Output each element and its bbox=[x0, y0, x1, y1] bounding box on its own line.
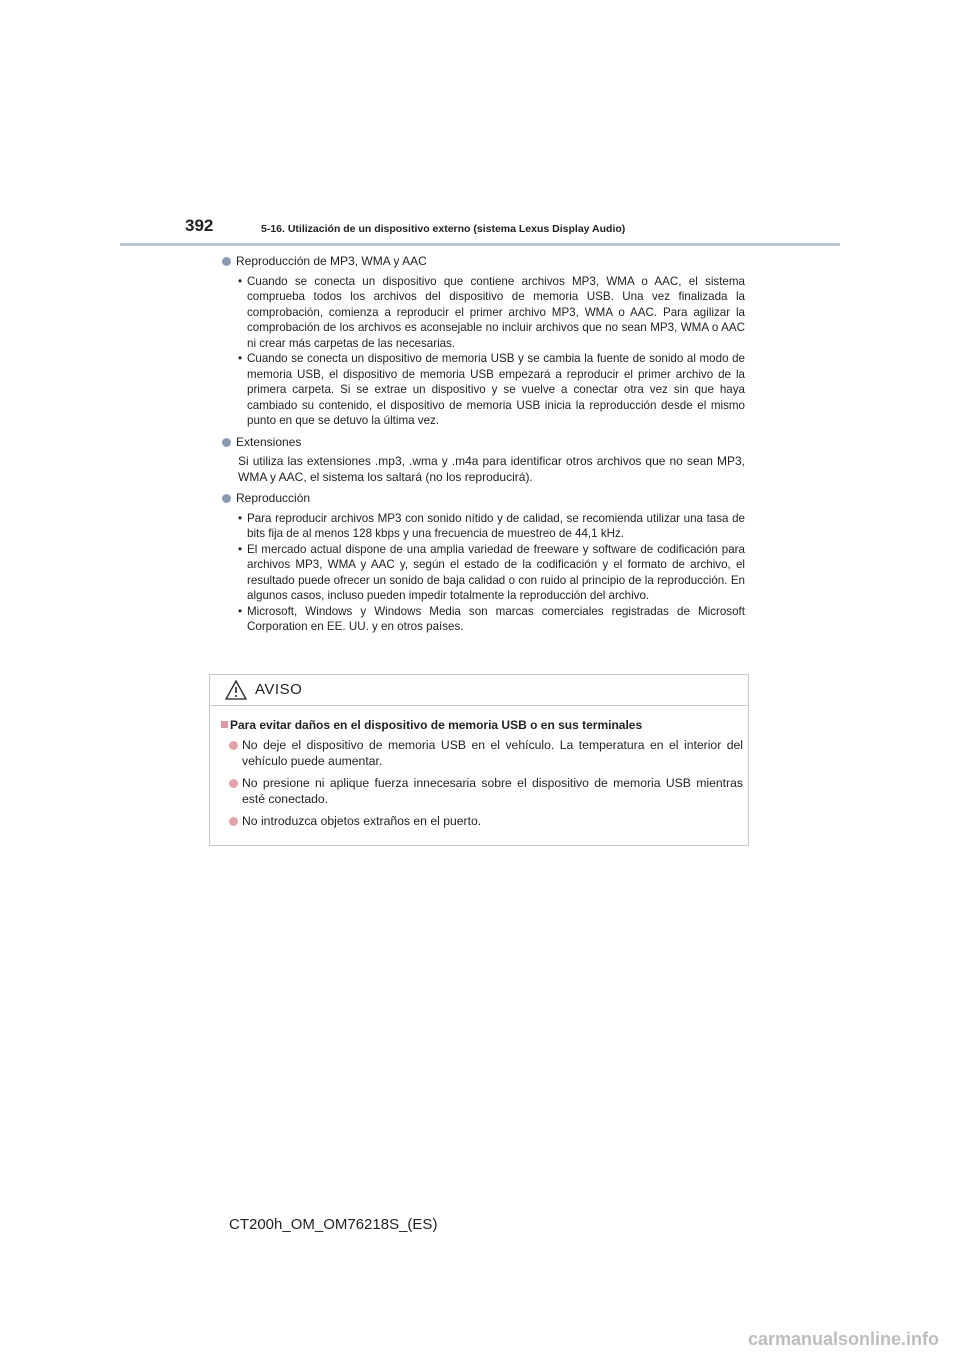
list-item: • Microsoft, Windows y Windows Media son marcas comerciales registradas de Microsoft Corporation en EE. UU. y en otros países. bbox=[238, 604, 745, 633]
warning-item: No deje el dispositivo de memoria USB en el vehículo. La temperatura en el interior del vehículo puede aumentar. bbox=[221, 737, 743, 769]
warning-dot-icon bbox=[229, 741, 238, 750]
section-heading: Extensiones bbox=[222, 435, 745, 451]
list-item: • Para reproducir archivos MP3 con sonido nítido y de calidad, se recomienda utilizar una tasa de bits fija de al menos 128 kbps y una frecuencia de muestreo de 44,1 kHz. bbox=[238, 511, 745, 540]
warning-heading: Para evitar daños en el dispositivo de memoria USB o en sus terminales bbox=[221, 717, 743, 733]
bullet-dot-icon bbox=[222, 257, 231, 266]
section-extensions bbox=[222, 435, 745, 486]
warning-box bbox=[209, 674, 749, 846]
main-content bbox=[222, 254, 745, 641]
warning-dot-icon bbox=[229, 779, 238, 788]
section-title: 5-16. Utilización de un dispositivo externo (sistema Lexus Display Audio) bbox=[261, 223, 626, 235]
section-playback bbox=[222, 491, 745, 635]
warning-dot-icon bbox=[229, 817, 238, 826]
page-header bbox=[185, 216, 785, 242]
watermark: carmanualsonline.info bbox=[748, 1329, 940, 1349]
document-code: CT200h_OM_OM76218S_(ES) bbox=[229, 1216, 438, 1233]
list-item: • El mercado actual dispone de una amplia variedad de freeware y software de codificación para archivos MP3, WMA y AAC y, según el estado de la codificación y el formato de archivo, el resultado puede ofrecer un sonido de baja calidad o con ruido al principio de la reproducción. En algunos casos, incluso pueden impedir totalmente la reproducción del archivo. bbox=[238, 542, 745, 602]
section-mp3-playback bbox=[222, 254, 745, 429]
warning-item: No presione ni aplique fuerza innecesaria sobre el dispositivo de memoria USB mientras esté conectado. bbox=[221, 775, 743, 807]
warning-title: AVISO bbox=[255, 681, 303, 698]
warning-triangle-icon bbox=[225, 680, 247, 700]
warning-body bbox=[221, 717, 743, 835]
bullet-dot-icon bbox=[222, 494, 231, 503]
warning-item: No introduzca objetos extraños en el puerto. bbox=[221, 813, 743, 829]
bullet-list bbox=[222, 511, 745, 635]
page-number: 392 bbox=[185, 216, 214, 235]
bullet-list bbox=[222, 274, 745, 429]
section-heading: Reproducción de MP3, WMA y AAC bbox=[222, 254, 745, 270]
warning-header bbox=[210, 675, 748, 706]
bullet-dot-icon bbox=[222, 438, 231, 447]
section-heading: Reproducción bbox=[222, 491, 745, 507]
list-item: • Cuando se conecta un dispositivo que contiene archivos MP3, WMA o AAC, el sistema comprueba todos los archivos del dispositivo de memoria USB. Una vez finalizada la comprobación, comienza a reproducir el primer archivo MP3, WMA o AAC. Para agilizar la comprobación de los archivos es aconsejable no incluir archivos que no sean MP3, WMA o AAC ni crear más carpetas de las necesarias. bbox=[238, 274, 745, 350]
list-item: • Cuando se conecta un dispositivo de memoria USB y se cambia la fuente de sonido al modo de memoria USB, el dispositivo de memoria USB empezará a reproducir el primer archivo de la primera carpeta. Si se extrae un dispositivo y se vuelve a conectar otra vez sin que haya cambiado su contenido, el dispositivo de memoria USB inicia la reproducción desde el mismo punto en que se detuvo la última vez. bbox=[238, 352, 745, 427]
section-paragraph: Si utiliza las extensiones .mp3, .wma y .m4a para identificar otros archivos que no sean MP3, WMA y AAC, el sistema los saltará (no los reproducirá). bbox=[238, 454, 745, 484]
square-bullet-icon bbox=[221, 721, 228, 728]
header-rule bbox=[120, 243, 840, 246]
